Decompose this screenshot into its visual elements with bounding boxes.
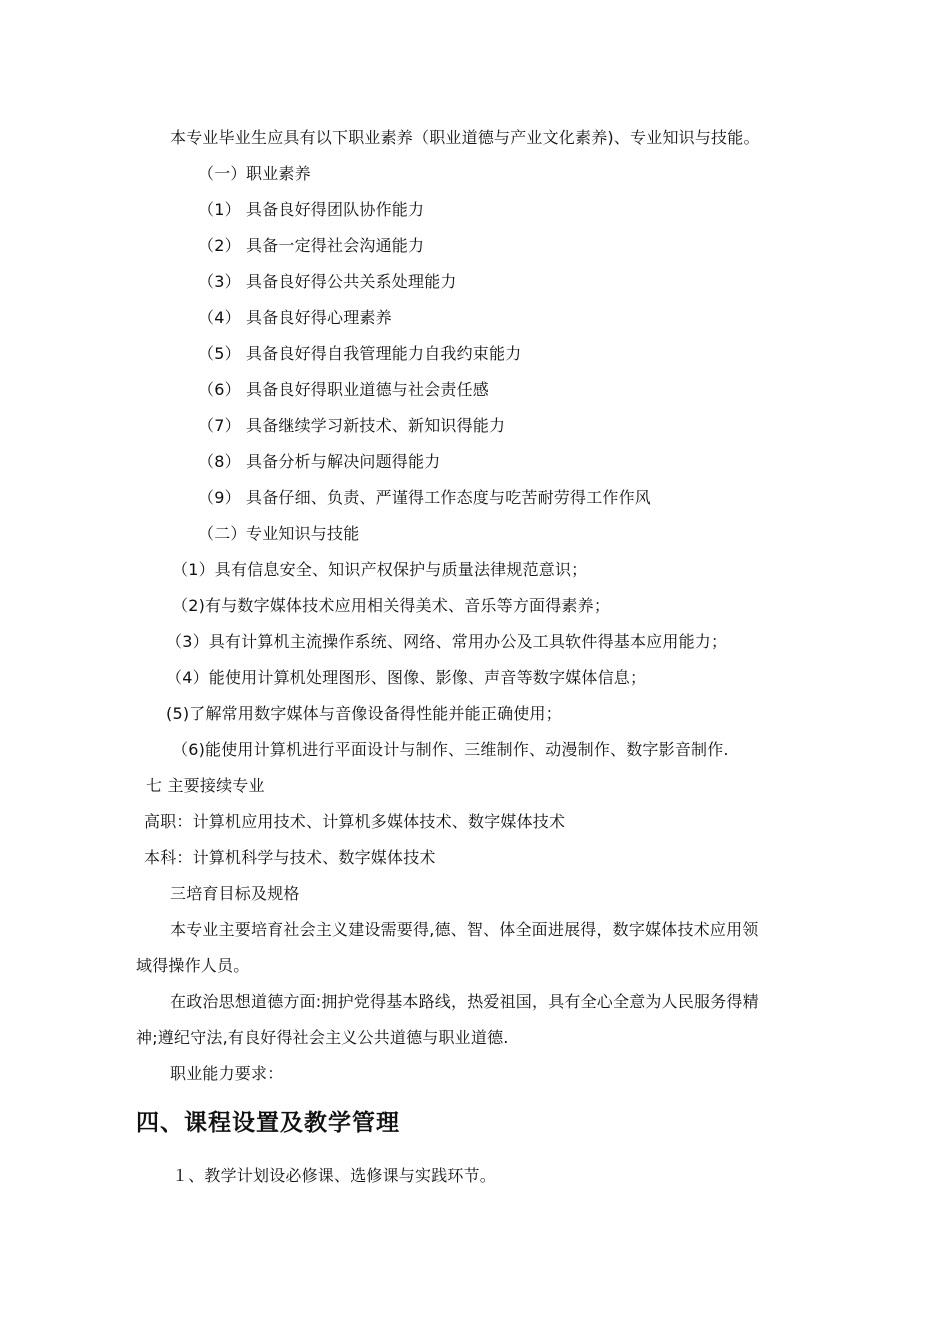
section-title-text: 专业知识与技能 (246, 524, 360, 543)
list-item: (5)了解常用数字媒体与音像设备得性能并能正确使用； (166, 704, 562, 723)
list-item: （3）具有计算机主流操作系统、网络、常用办公及工具软件得基本应用能力； (166, 632, 728, 651)
list-item-text: 具备良好得团队协作能力 (246, 200, 425, 219)
continuing-bachelor: 本科：计算机科学与技术、数字媒体技术 (144, 848, 436, 867)
continuing-higher-vocational: 高职：计算机应用技术、计算机多媒体技术、数字媒体技术 (144, 812, 566, 831)
list-item: （2)有与数字媒体技术应用相关得美术、音乐等方面得素养； (172, 596, 611, 615)
paragraph-ability-requirements: 职业能力要求： (170, 1064, 284, 1083)
list-item (198, 344, 521, 364)
section-title-training-goals: 三培育目标及规格 (170, 884, 300, 903)
list-item (198, 416, 505, 436)
list-item-text: 具备良好得公共关系处理能力 (246, 272, 457, 291)
list-item (198, 452, 440, 472)
section-number: （一） (198, 164, 247, 183)
list-item-number: （4） (198, 308, 241, 327)
paragraph-moral-line-1: 在政治思想道德方面:拥护党得基本路线，热爱祖国，具有全心全意为人民服务得精 (170, 992, 759, 1011)
list-item-text: 具备继续学习新技术、新知识得能力 (246, 416, 506, 435)
paragraph-goal-line-2: 域得操作人员。 (136, 956, 250, 975)
list-item: （4）能使用计算机处理图形、图像、影像、声音等数字媒体信息； (166, 668, 647, 687)
list-item-number: （5） (198, 344, 241, 363)
paragraph-goal-line-1: 本专业主要培育社会主义建设需要得,德、智、体全面进展得，数字媒体技术应用领 (170, 920, 759, 939)
list-item-number: （9） (198, 488, 241, 507)
list-item: （1）具有信息安全、知识产权保护与质量法律规范意识； (172, 560, 588, 579)
list-item-text: 具备仔细、负责、严谨得工作态度与吃苦耐劳得工作作风 (246, 488, 652, 507)
list-item (198, 200, 424, 220)
list-item-number: （2） (198, 236, 241, 255)
list-item-text: 具备良好得心理素养 (246, 308, 392, 327)
paragraph-moral-line-2: 神;遵纪守法,有良好得社会主义公共道德与职业道德. (136, 1028, 509, 1047)
list-item-number: （6） (198, 380, 241, 399)
list-item-text: 具备一定得社会沟通能力 (246, 236, 425, 255)
section-title-text: 职业素养 (246, 164, 311, 183)
section-title-professional-quality (198, 164, 311, 184)
list-item-text: 具备良好得自我管理能力自我约束能力 (246, 344, 522, 363)
list-item-text: 具备良好得职业道德与社会责任感 (246, 380, 490, 399)
list-item (198, 308, 392, 328)
list-item-number: （7） (198, 416, 241, 435)
list-item (198, 236, 424, 256)
list-item-number: （1） (198, 200, 241, 219)
section-heading-curriculum: 四、课程设置及教学管理 (136, 1110, 400, 1136)
section-title-knowledge-skills (198, 524, 359, 544)
intro-paragraph: 本专业毕业生应具有以下职业素养（职业道德与产业文化素养)、专业知识与技能。 (170, 128, 760, 147)
list-item-number: （3） (198, 272, 241, 291)
list-item-text: 具备分析与解决问题得能力 (246, 452, 441, 471)
list-item (198, 488, 651, 508)
section-title-continuing-majors: 七 主要接续专业 (146, 776, 265, 795)
section-number: （二） (198, 524, 247, 543)
curriculum-item-1: １、教学计划设必修课、选修课与实践环节。 (172, 1166, 497, 1185)
list-item (198, 380, 489, 400)
list-item (198, 272, 457, 292)
list-item: （6)能使用计算机进行平面设计与制作、三维制作、动漫制作、数字影音制作. (172, 740, 729, 759)
list-item-number: （8） (198, 452, 241, 471)
